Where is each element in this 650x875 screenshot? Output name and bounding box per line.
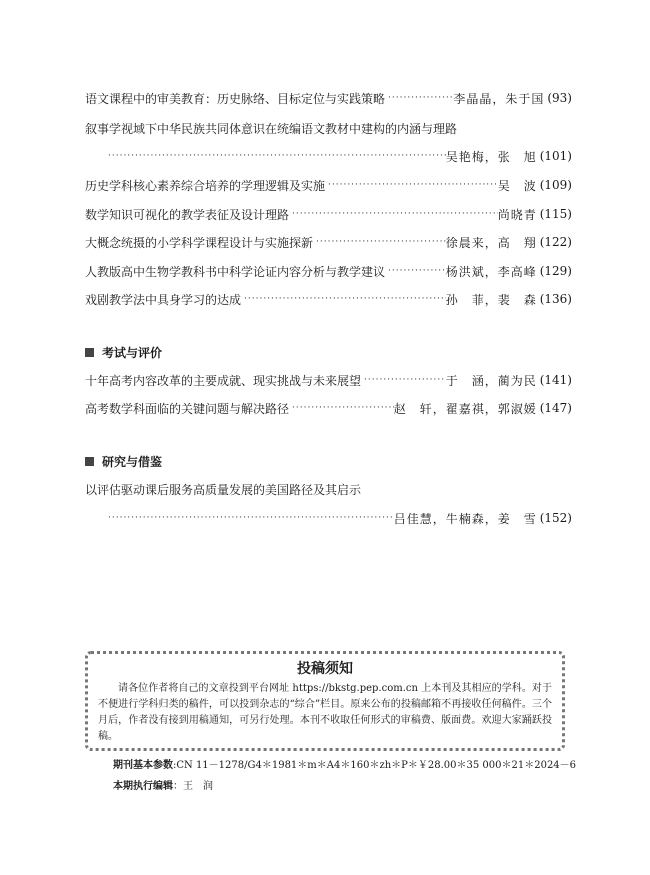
toc-entry-page: (101) (539, 149, 572, 163)
toc-entry-title: 大概念统摄的小学科学课程设计与实施探新 (85, 235, 314, 250)
dot-leader (325, 180, 498, 190)
toc-entry[interactable] (85, 289, 572, 309)
toc-entry-page: (109) (539, 178, 572, 192)
toc-entry[interactable] (85, 370, 572, 390)
toc-entry-author: 吴 波 (497, 178, 537, 193)
toc-entry-page: (136) (539, 292, 572, 306)
executive-editor-value: ：王 润 (173, 781, 213, 792)
toc-entry-author: 徐晨来，高 翔 (445, 235, 537, 250)
section-heading-text: 考试与评价 (102, 346, 163, 360)
toc-entry-page: (129) (539, 264, 572, 278)
toc-entry-author: 杨洪斌，李高峰 (445, 264, 537, 279)
journal-params (113, 756, 576, 771)
section-heading-exam (85, 344, 162, 361)
toc-entry-author: 孙 菲，裴 森 (445, 292, 537, 307)
toc-entry-title: 叙事学视域下中华民族共同体意识在统编语文教材中建构的内涵与理路 (85, 121, 458, 136)
dot-leader (105, 513, 394, 523)
toc-entry-page: (122) (539, 235, 572, 249)
toc-entry-title: 数学知识可视化的教学表征及设计理路 (85, 207, 290, 222)
section-heading-text: 研究与借鉴 (102, 455, 163, 469)
toc-entry-title-line[interactable] (85, 118, 457, 138)
toc-entry-title: 十年高考内容改革的主要成就、现实挑战与未来展望 (85, 373, 362, 388)
dot-leader (289, 209, 498, 219)
toc-entry-title: 人教版高中生物学教科书中科学论证内容分析与教学建议 (85, 264, 386, 279)
dot-leader (385, 266, 446, 276)
toc-entry-page: (147) (539, 401, 572, 415)
toc-entry-page: (141) (539, 373, 572, 387)
toc-entry[interactable] (85, 204, 572, 224)
toc-entry-title: 以评估驱动课后服务高质量发展的美国路径及其启示 (85, 482, 362, 497)
notice-body: 请各位作者将自己的文章投到平台网址 https://bkstg.pep.com.cn 上本刊及其相应的学科。对于不便进行学科归类的稿件，可以投到杂志的“综合”栏目。原来公布的投稿邮箱不再接收任何稿件。三个月后，作者没有接到用稿通知，可另行处理。本刊不收取任何形式的审稿费、版面费。欢迎大家踊跃投稿。 (98, 683, 552, 742)
dot-leader (313, 237, 446, 247)
toc-entry-title: 戏剧教学法中具身学习的达成 (85, 292, 242, 307)
dot-leader (241, 294, 446, 304)
toc-entry-author: 吴艳梅，张 旭 (445, 149, 537, 164)
toc-entry[interactable] (85, 175, 572, 195)
toc-entry-title: 高考数学科面临的关键问题与解决路径 (85, 401, 290, 416)
dot-leader (385, 93, 453, 103)
square-bullet-icon (85, 348, 94, 357)
toc-entry-author: 吕佳慧，牛楠森，姜 雪 (393, 511, 537, 526)
toc-entry-author: 尚晓青 (497, 207, 537, 222)
executive-editor (113, 777, 213, 792)
toc-entry-page: (93) (547, 91, 572, 105)
toc-entry[interactable] (85, 232, 572, 252)
toc-entry-title: 语文课程中的审美教育：历史脉络、目标定位与实践策略 (85, 91, 386, 106)
dot-leader (361, 375, 446, 385)
toc-entry-author: 赵 轩，翟嘉祺，郭淑媛 (393, 401, 537, 416)
journal-params-label: 期刊基本参数 (113, 760, 173, 771)
section-heading-research (85, 453, 162, 470)
toc-entry[interactable] (85, 398, 572, 418)
toc-entry-continuation[interactable] (85, 508, 572, 528)
notice-title: 投稿须知 (297, 661, 353, 677)
toc-entry-author: 李晶晶，朱于国 (453, 91, 545, 106)
toc-entry-page: (152) (539, 511, 572, 525)
toc-entry-author: 于 涵，蔺为民 (445, 373, 537, 388)
dot-leader (105, 151, 446, 161)
executive-editor-label: 本期执行编辑 (113, 781, 173, 792)
submission-notice-box (85, 651, 565, 751)
toc-entry-continuation[interactable] (85, 146, 572, 166)
toc-entry-page: (115) (539, 207, 572, 221)
toc-entry-title-line[interactable] (85, 479, 361, 499)
toc-entry[interactable] (85, 261, 572, 281)
toc-entry[interactable] (85, 88, 572, 108)
journal-params-value: :CN 11－1278/G4＊1981＊m＊A4＊160＊zh＊P＊￥28.00＊35 000＊21＊2024－6 (173, 760, 577, 771)
toc-entry-title: 历史学科核心素养综合培养的学理逻辑及实施 (85, 178, 326, 193)
square-bullet-icon (85, 457, 94, 466)
dot-leader (289, 403, 394, 413)
